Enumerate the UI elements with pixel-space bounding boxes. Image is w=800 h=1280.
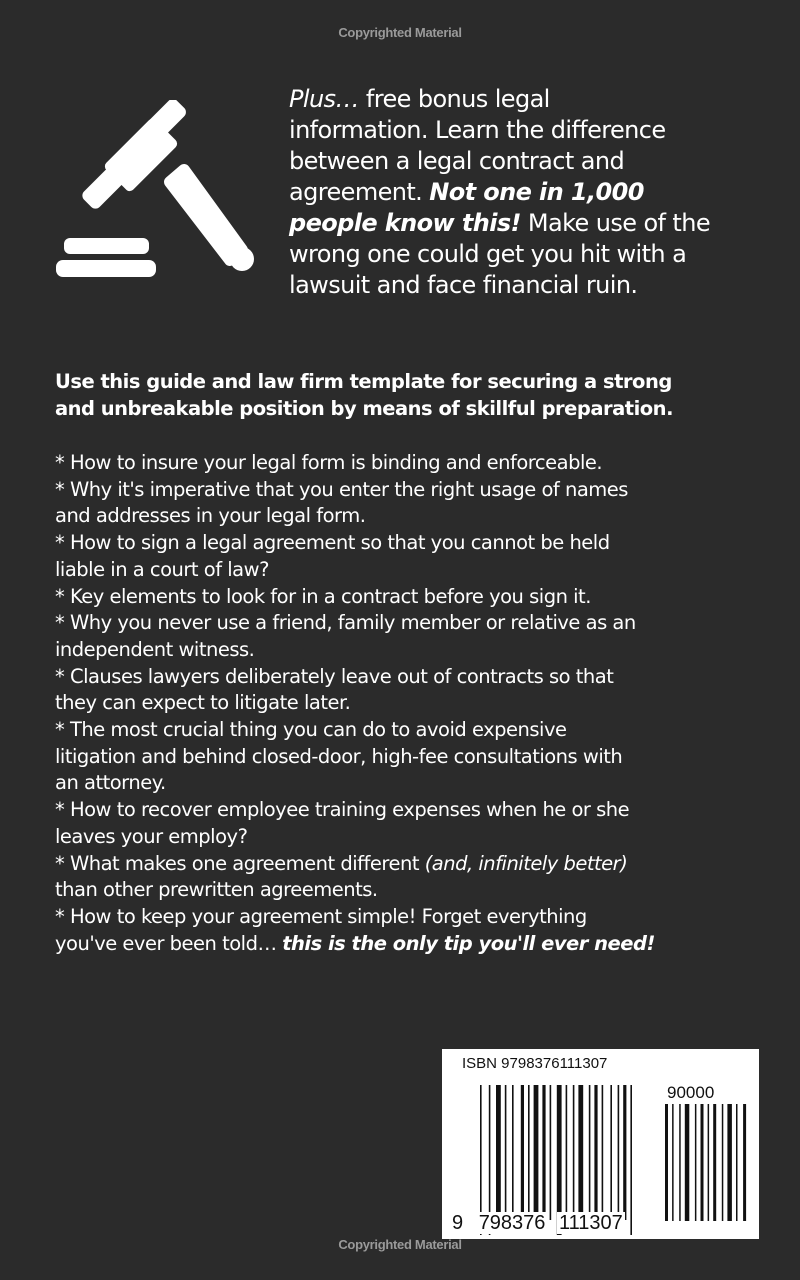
text-line	[55, 690, 655, 717]
text-segment: leaves your employ?	[55, 824, 248, 848]
text-segment: * How to keep your agreement simple! Forget everything	[55, 904, 587, 928]
lead-line: Use this guide and law firm template for securing a strong	[55, 370, 672, 393]
barcode-bar	[722, 1104, 724, 1221]
text-segment: * Key elements to look for in a contract before you sign it.	[55, 584, 591, 608]
text-segment: they can expect to litigate later.	[55, 691, 351, 715]
text-line	[55, 530, 655, 557]
barcode-bar	[736, 1104, 738, 1221]
barcode-bar	[665, 1104, 668, 1221]
barcode-bar	[566, 1085, 568, 1220]
text-segment: independent witness.	[55, 637, 255, 661]
text-segment: between a legal contract and	[289, 147, 625, 175]
text-segment: an attorney.	[55, 771, 166, 795]
barcode-bar	[521, 1085, 524, 1220]
text-line	[55, 717, 655, 744]
isbn-label: ISBN 9798376111307	[462, 1055, 608, 1072]
barcode-bar	[496, 1085, 501, 1220]
text-line	[289, 270, 710, 301]
text-line	[289, 208, 710, 239]
barcode-bar	[505, 1085, 507, 1220]
text-line	[55, 824, 655, 851]
text-segment: this is the only tip you'll ever need!	[282, 931, 655, 955]
barcode-bar	[708, 1104, 710, 1221]
text-line	[55, 904, 655, 931]
text-segment: * Why it's imperative that you enter the right usage of names	[55, 477, 628, 501]
barcode-bar	[701, 1104, 704, 1221]
text-segment: Not one in 1,000	[429, 178, 644, 206]
text-line	[55, 664, 655, 691]
text-line	[289, 115, 710, 146]
text-segment: liable in a court of law?	[55, 557, 269, 581]
text-segment: * What makes one agreement different	[55, 851, 425, 875]
text-segment: you've ever been told…	[55, 931, 283, 955]
isbn-barcode	[442, 1049, 759, 1239]
barcode-bar	[578, 1085, 583, 1220]
text-segment: Make use of the	[520, 209, 711, 237]
text-segment: * How to sign a legal agreement so that you cannot be held	[55, 531, 610, 555]
text-segment: agreement.	[289, 178, 430, 206]
barcode-bar	[695, 1104, 697, 1221]
barcode-bar	[594, 1085, 597, 1220]
text-line	[55, 610, 655, 637]
text-segment: wrong one could get you hit with a	[289, 240, 687, 268]
barcode-bar	[630, 1085, 632, 1235]
barcode-bar	[743, 1104, 746, 1221]
barcode-bar	[512, 1085, 514, 1220]
text-line	[55, 503, 655, 530]
price-code: 90000	[667, 1083, 715, 1102]
text-segment: Plus…	[289, 85, 359, 113]
watermark-top: Copyrighted Material	[338, 25, 462, 40]
text-segment: litigation and behind closed-door, high-fee consultations with	[55, 744, 623, 768]
barcode-bar	[573, 1085, 575, 1220]
barcode-bar	[528, 1085, 530, 1220]
barcode-bar	[713, 1104, 716, 1221]
text-segment: free bonus legal	[358, 85, 550, 113]
lead-paragraph	[55, 368, 673, 422]
text-line	[289, 146, 710, 177]
text-line	[289, 84, 710, 115]
text-line	[55, 557, 655, 584]
intro-paragraph	[289, 84, 710, 301]
text-segment: information. Learn the difference	[289, 116, 666, 144]
barcode-bar	[602, 1085, 604, 1220]
watermark-bottom: Copyrighted Material	[338, 1237, 462, 1252]
gavel-icon	[52, 100, 262, 285]
text-line	[55, 584, 655, 611]
text-line	[55, 851, 655, 878]
text-line	[55, 797, 655, 824]
barcode-bars	[442, 1049, 759, 1239]
barcode-bar	[542, 1085, 545, 1220]
text-segment: and addresses in your legal form.	[55, 504, 366, 528]
bullet-list	[55, 450, 655, 957]
text-line	[55, 477, 655, 504]
text-line	[289, 239, 710, 270]
text-segment: lawsuit and face financial ruin.	[289, 271, 638, 299]
digit-group: 9	[452, 1212, 464, 1234]
digit-group: 798376	[478, 1212, 546, 1234]
barcode-bar	[550, 1085, 552, 1220]
text-segment: people know this!	[289, 209, 521, 237]
lead-line: and unbreakable position by means of skillful preparation.	[55, 397, 673, 420]
text-segment: * How to insure your legal form is binding and enforceable.	[55, 451, 603, 474]
text-line	[55, 744, 655, 771]
text-segment: * How to recover employee training expenses when he or she	[55, 798, 630, 822]
barcode-bar	[610, 1085, 612, 1220]
barcode-bar	[589, 1085, 591, 1220]
text-line	[55, 450, 655, 477]
barcode-bar	[672, 1104, 674, 1221]
barcode-bar	[727, 1104, 732, 1221]
text-line	[55, 931, 655, 958]
text-segment: * The most crucial thing you can do to avoid expensive	[55, 718, 567, 742]
text-line	[55, 637, 655, 664]
text-segment: * Clauses lawyers deliberately leave out of contracts so that	[55, 664, 614, 688]
barcode-bar	[618, 1085, 620, 1220]
barcode-bar	[534, 1085, 539, 1220]
barcode-bar	[623, 1085, 626, 1220]
barcode-bar	[679, 1104, 681, 1221]
text-line	[55, 877, 655, 904]
text-segment: * Why you never use a friend, family member or relative as an	[55, 611, 636, 635]
text-line	[289, 177, 710, 208]
barcode-bar	[685, 1104, 690, 1221]
text-segment: (and, infinitely better)	[424, 851, 628, 875]
text-segment: than other prewritten agreements.	[55, 878, 378, 902]
text-line	[55, 770, 655, 797]
barcode-digits	[450, 1212, 625, 1235]
digit-group: 111307	[559, 1212, 623, 1234]
